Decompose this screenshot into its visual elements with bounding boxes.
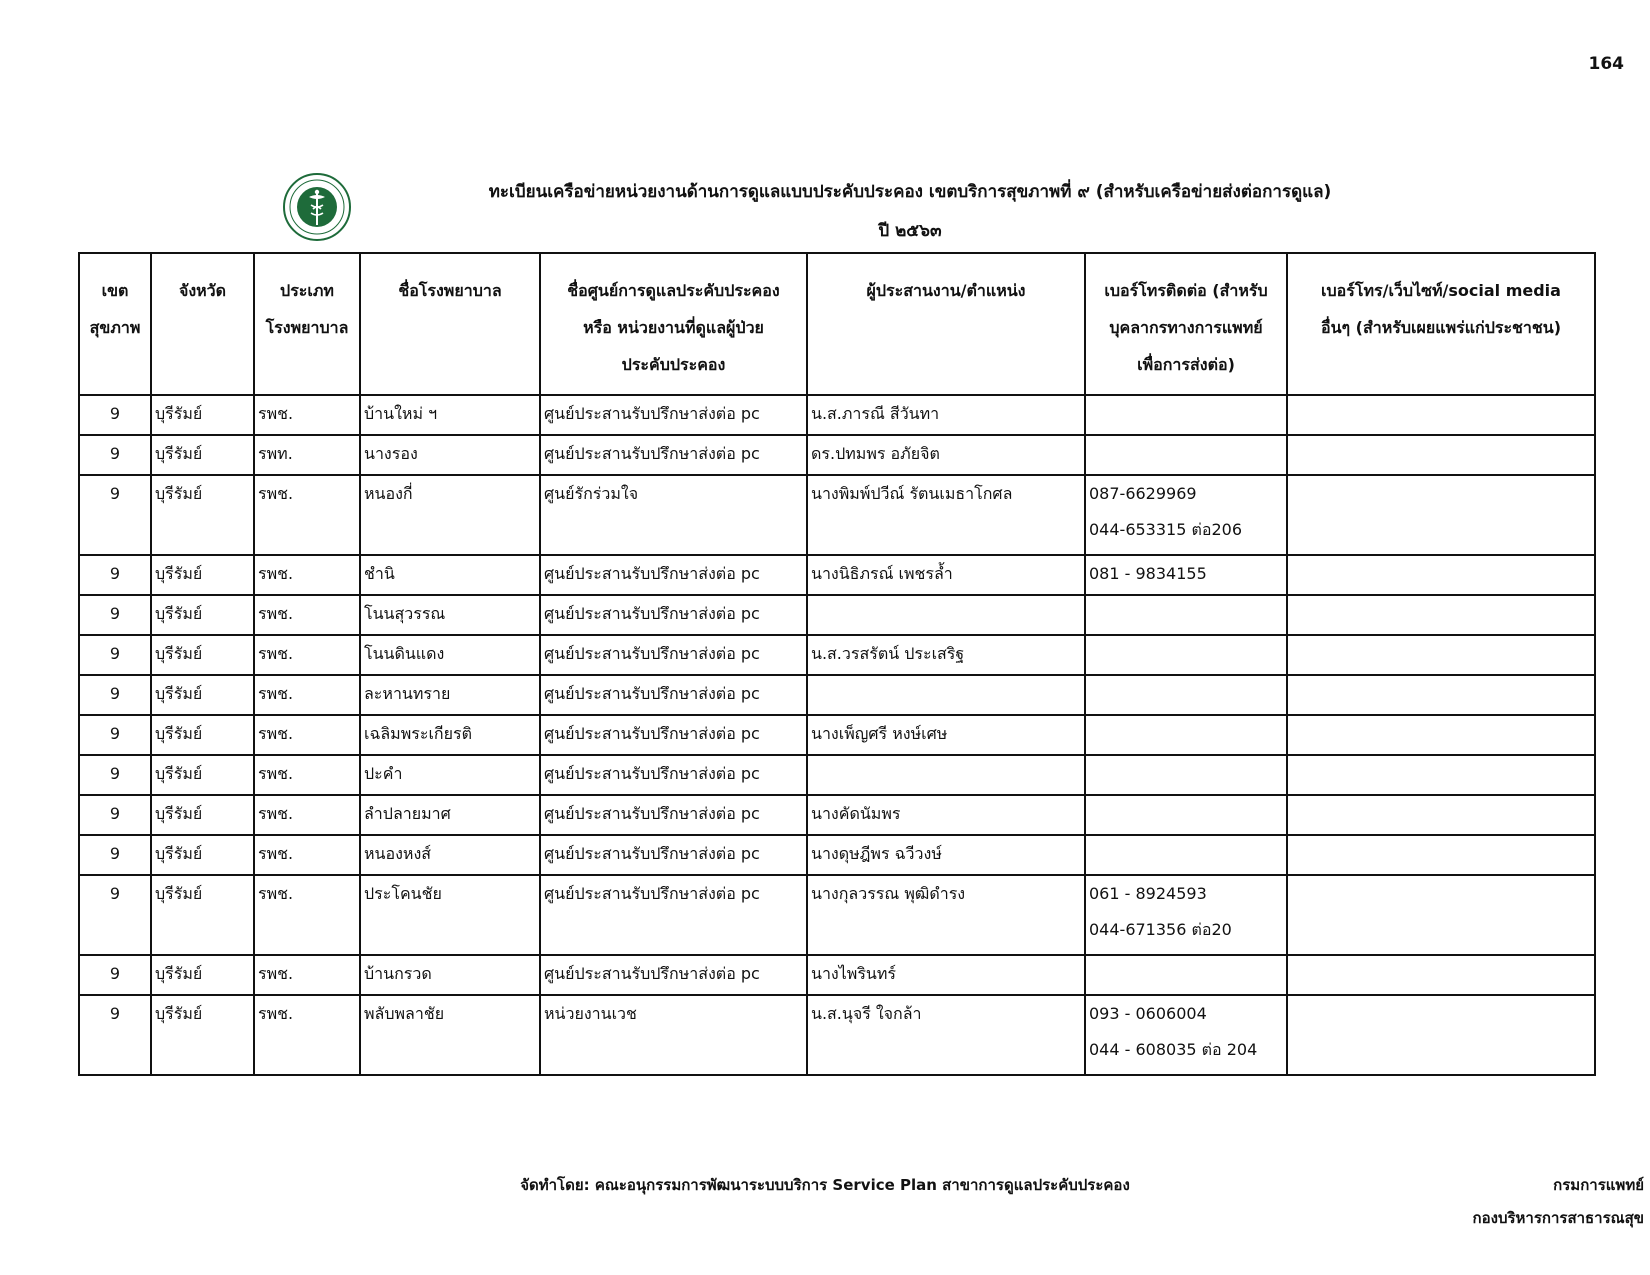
cell-public-contact <box>1287 635 1595 675</box>
phone-number: 081 - 9834155 <box>1089 564 1207 583</box>
cell-phones <box>1085 595 1287 635</box>
cell-public-contact <box>1287 875 1595 955</box>
cell-province: บุรีรัมย์ <box>151 635 254 675</box>
cell-type: รพช. <box>254 675 360 715</box>
phone-number: 044 - 608035 ต่อ 204 <box>1089 1040 1258 1059</box>
cell-hospital: โนนดินแดง <box>360 635 540 675</box>
cell-center: ศูนย์ประสานรับปรึกษาส่งต่อ pc <box>540 555 807 595</box>
column-header-line: อื่นๆ (สำหรับเผยแพร่แก่ประชาชน) <box>1320 318 1562 337</box>
table-body <box>79 395 1595 1075</box>
cell-coordinator <box>807 595 1085 635</box>
cell-zone: 9 <box>79 955 151 995</box>
phone-number: 087-6629969 <box>1089 484 1197 503</box>
table-row <box>79 635 1595 675</box>
cell-public-contact <box>1287 595 1595 635</box>
cell-center: ศูนย์ประสานรับปรึกษาส่งต่อ pc <box>540 755 807 795</box>
cell-zone: 9 <box>79 875 151 955</box>
column-header-hospital-type <box>254 253 360 395</box>
cell-coordinator: น.ส.นุจรี ใจกล้า <box>807 995 1085 1075</box>
table-row <box>79 995 1595 1075</box>
cell-type: รพช. <box>254 955 360 995</box>
table-row <box>79 715 1595 755</box>
cell-phones <box>1085 835 1287 875</box>
cell-phones <box>1085 995 1287 1075</box>
cell-phones <box>1085 635 1287 675</box>
cell-center: ศูนย์ประสานรับปรึกษาส่งต่อ pc <box>540 715 807 755</box>
column-header-line: เพื่อการส่งต่อ) <box>1137 355 1235 374</box>
cell-center: ศูนย์ประสานรับปรึกษาส่งต่อ pc <box>540 795 807 835</box>
registry-table <box>78 252 1596 1076</box>
cell-province: บุรีรัมย์ <box>151 595 254 635</box>
cell-center: ศูนย์ประสานรับปรึกษาส่งต่อ pc <box>540 835 807 875</box>
cell-province: บุรีรัมย์ <box>151 995 254 1075</box>
table-row <box>79 875 1595 955</box>
cell-center: ศูนย์ประสานรับปรึกษาส่งต่อ pc <box>540 435 807 475</box>
column-header-hospital-name <box>360 253 540 395</box>
cell-public-contact <box>1287 795 1595 835</box>
table-row <box>79 555 1595 595</box>
table-row <box>79 435 1595 475</box>
cell-zone: 9 <box>79 675 151 715</box>
cell-center: ศูนย์ประสานรับปรึกษาส่งต่อ pc <box>540 675 807 715</box>
phone-number: 061 - 8924593 <box>1089 884 1207 903</box>
cell-hospital: บ้านใหม่ ฯ <box>360 395 540 435</box>
cell-phones <box>1085 475 1287 555</box>
cell-zone: 9 <box>79 755 151 795</box>
cell-coordinator: ดร.ปทมพร อภัยจิต <box>807 435 1085 475</box>
column-header-line: โรงพยาบาล <box>265 318 349 337</box>
phone-number: 044-653315 ต่อ206 <box>1089 520 1243 539</box>
cell-public-contact <box>1287 555 1595 595</box>
cell-coordinator: นางดุษฎีพร ฉวีวงษ์ <box>807 835 1085 875</box>
cell-public-contact <box>1287 475 1595 555</box>
cell-province: บุรีรัมย์ <box>151 715 254 755</box>
cell-province: บุรีรัมย์ <box>151 475 254 555</box>
cell-hospital: พลับพลาชัย <box>360 995 540 1075</box>
cell-province: บุรีรัมย์ <box>151 555 254 595</box>
footer-org-division: กองบริหารการสาธารณสุข <box>1472 1209 1644 1227</box>
cell-province: บุรีรัมย์ <box>151 955 254 995</box>
cell-hospital: หนองกี่ <box>360 475 540 555</box>
cell-phones <box>1085 955 1287 995</box>
cell-coordinator: น.ส.ภารณี สีวันทา <box>807 395 1085 435</box>
column-header-province <box>151 253 254 395</box>
cell-coordinator: นางเพ็ญศรี หงษ์เศษ <box>807 715 1085 755</box>
table-row <box>79 475 1595 555</box>
table-row <box>79 755 1595 795</box>
cell-public-contact <box>1287 955 1595 995</box>
column-header-line: ชื่อศูนย์การดูแลประคับประคอง <box>567 281 780 300</box>
cell-zone: 9 <box>79 835 151 875</box>
cell-hospital: ละหานทราย <box>360 675 540 715</box>
table-row <box>79 595 1595 635</box>
column-header-coordinator <box>807 253 1085 395</box>
cell-coordinator <box>807 675 1085 715</box>
cell-zone: 9 <box>79 715 151 755</box>
cell-type: รพท. <box>254 435 360 475</box>
table-row <box>79 675 1595 715</box>
cell-center: หน่วยงานเวช <box>540 995 807 1075</box>
column-header-line: บุคลากรทางการแพทย์ <box>1109 318 1263 337</box>
cell-type: รพช. <box>254 715 360 755</box>
cell-coordinator: นางกุลวรรณ พุฒิดำรง <box>807 875 1085 955</box>
cell-zone: 9 <box>79 475 151 555</box>
cell-province: บุรีรัมย์ <box>151 755 254 795</box>
footer-org-department: กรมการแพทย์ <box>1553 1176 1644 1194</box>
column-header-public-contact <box>1287 253 1595 395</box>
cell-zone: 9 <box>79 555 151 595</box>
table-row <box>79 395 1595 435</box>
document-year: ปี ๒๕๖๓ <box>878 221 942 241</box>
cell-type: รพช. <box>254 475 360 555</box>
column-header-line: ชื่อโรงพยาบาล <box>398 281 502 300</box>
cell-type: รพช. <box>254 555 360 595</box>
cell-public-contact <box>1287 395 1595 435</box>
page-number: 164 <box>1588 54 1624 74</box>
cell-type: รพช. <box>254 395 360 435</box>
table-row <box>79 795 1595 835</box>
cell-public-contact <box>1287 995 1595 1075</box>
cell-center: ศูนย์ประสานรับปรึกษาส่งต่อ pc <box>540 635 807 675</box>
column-header-line: ประคับประคอง <box>621 355 726 374</box>
cell-hospital: โนนสุวรรณ <box>360 595 540 635</box>
cell-phones <box>1085 755 1287 795</box>
cell-phones <box>1085 675 1287 715</box>
cell-center: ศูนย์ประสานรับปรึกษาส่งต่อ pc <box>540 595 807 635</box>
cell-public-contact <box>1287 675 1595 715</box>
document-title: ทะเบียนเครือข่ายหน่วยงานด้านการดูแลแบบประคับประคอง เขตบริการสุขภาพที่ ๙ (สำหรับเครือข่ายส่งต่อการดูแล) <box>488 182 1332 202</box>
cell-province: บุรีรัมย์ <box>151 675 254 715</box>
cell-center: ศูนย์ประสานรับปรึกษาส่งต่อ pc <box>540 395 807 435</box>
cell-type: รพช. <box>254 635 360 675</box>
cell-center: ศูนย์ประสานรับปรึกษาส่งต่อ pc <box>540 955 807 995</box>
cell-type: รพช. <box>254 995 360 1075</box>
cell-type: รพช. <box>254 595 360 635</box>
ministry-seal-logo <box>283 173 351 241</box>
column-header-line: เบอร์โทรติดต่อ (สำหรับ <box>1104 281 1268 300</box>
cell-zone: 9 <box>79 995 151 1075</box>
cell-zone: 9 <box>79 635 151 675</box>
cell-public-contact <box>1287 435 1595 475</box>
cell-phones <box>1085 875 1287 955</box>
cell-province: บุรีรัมย์ <box>151 875 254 955</box>
column-header-line: เบอร์โทร/เว็บไซท์/social media <box>1321 281 1561 300</box>
cell-province: บุรีรัมย์ <box>151 835 254 875</box>
cell-type: รพช. <box>254 875 360 955</box>
cell-hospital: เฉลิมพระเกียรติ <box>360 715 540 755</box>
cell-coordinator: นางไพรินทร์ <box>807 955 1085 995</box>
cell-hospital: ประโคนชัย <box>360 875 540 955</box>
cell-zone: 9 <box>79 595 151 635</box>
cell-phones <box>1085 395 1287 435</box>
cell-phones <box>1085 435 1287 475</box>
table-row <box>79 835 1595 875</box>
cell-type: รพช. <box>254 755 360 795</box>
footer-credit: จัดทำโดย: คณะอนุกรรมการพัฒนาระบบบริการ Service Plan สาขาการดูแลประคับประคอง <box>520 1176 1130 1194</box>
phone-number: 093 - 0606004 <box>1089 1004 1207 1023</box>
column-header-line: ประเภท <box>280 281 334 300</box>
cell-coordinator: นางคัดนัมพร <box>807 795 1085 835</box>
cell-coordinator: น.ส.วรสรัตน์ ประเสริฐ <box>807 635 1085 675</box>
column-header-line: สุขภาพ <box>89 318 141 337</box>
cell-zone: 9 <box>79 435 151 475</box>
cell-coordinator <box>807 755 1085 795</box>
cell-center: ศูนย์ประสานรับปรึกษาส่งต่อ pc <box>540 875 807 955</box>
column-header-zone <box>79 253 151 395</box>
column-header-medical-phone <box>1085 253 1287 395</box>
cell-type: รพช. <box>254 835 360 875</box>
cell-phones <box>1085 715 1287 755</box>
cell-center: ศูนย์รักร่วมใจ <box>540 475 807 555</box>
cell-hospital: ลำปลายมาศ <box>360 795 540 835</box>
cell-hospital: บ้านกรวด <box>360 955 540 995</box>
cell-type: รพช. <box>254 795 360 835</box>
column-header-care-center <box>540 253 807 395</box>
phone-number: 044-671356 ต่อ20 <box>1089 920 1232 939</box>
cell-phones <box>1085 795 1287 835</box>
cell-province: บุรีรัมย์ <box>151 435 254 475</box>
column-header-line: เขต <box>101 281 129 300</box>
table-row <box>79 955 1595 995</box>
column-header-line: ผู้ประสานงาน/ตำแหน่ง <box>866 281 1026 300</box>
cell-coordinator: นางนิธิภรณ์ เพชรล้ำ <box>807 555 1085 595</box>
column-header-line: หรือ หน่วยงานที่ดูแลผู้ป่วย <box>583 318 764 337</box>
cell-coordinator: นางพิมพ์ปวีณ์ รัตนเมธาโกศล <box>807 475 1085 555</box>
cell-public-contact <box>1287 755 1595 795</box>
cell-zone: 9 <box>79 795 151 835</box>
cell-province: บุรีรัมย์ <box>151 395 254 435</box>
column-header-line: จังหวัด <box>178 281 227 300</box>
cell-phones <box>1085 555 1287 595</box>
cell-public-contact <box>1287 835 1595 875</box>
table-header <box>79 253 1595 395</box>
cell-province: บุรีรัมย์ <box>151 795 254 835</box>
cell-hospital: ปะคำ <box>360 755 540 795</box>
cell-zone: 9 <box>79 395 151 435</box>
cell-public-contact <box>1287 715 1595 755</box>
cell-hospital: ชำนิ <box>360 555 540 595</box>
cell-hospital: นางรอง <box>360 435 540 475</box>
cell-hospital: หนองหงส์ <box>360 835 540 875</box>
